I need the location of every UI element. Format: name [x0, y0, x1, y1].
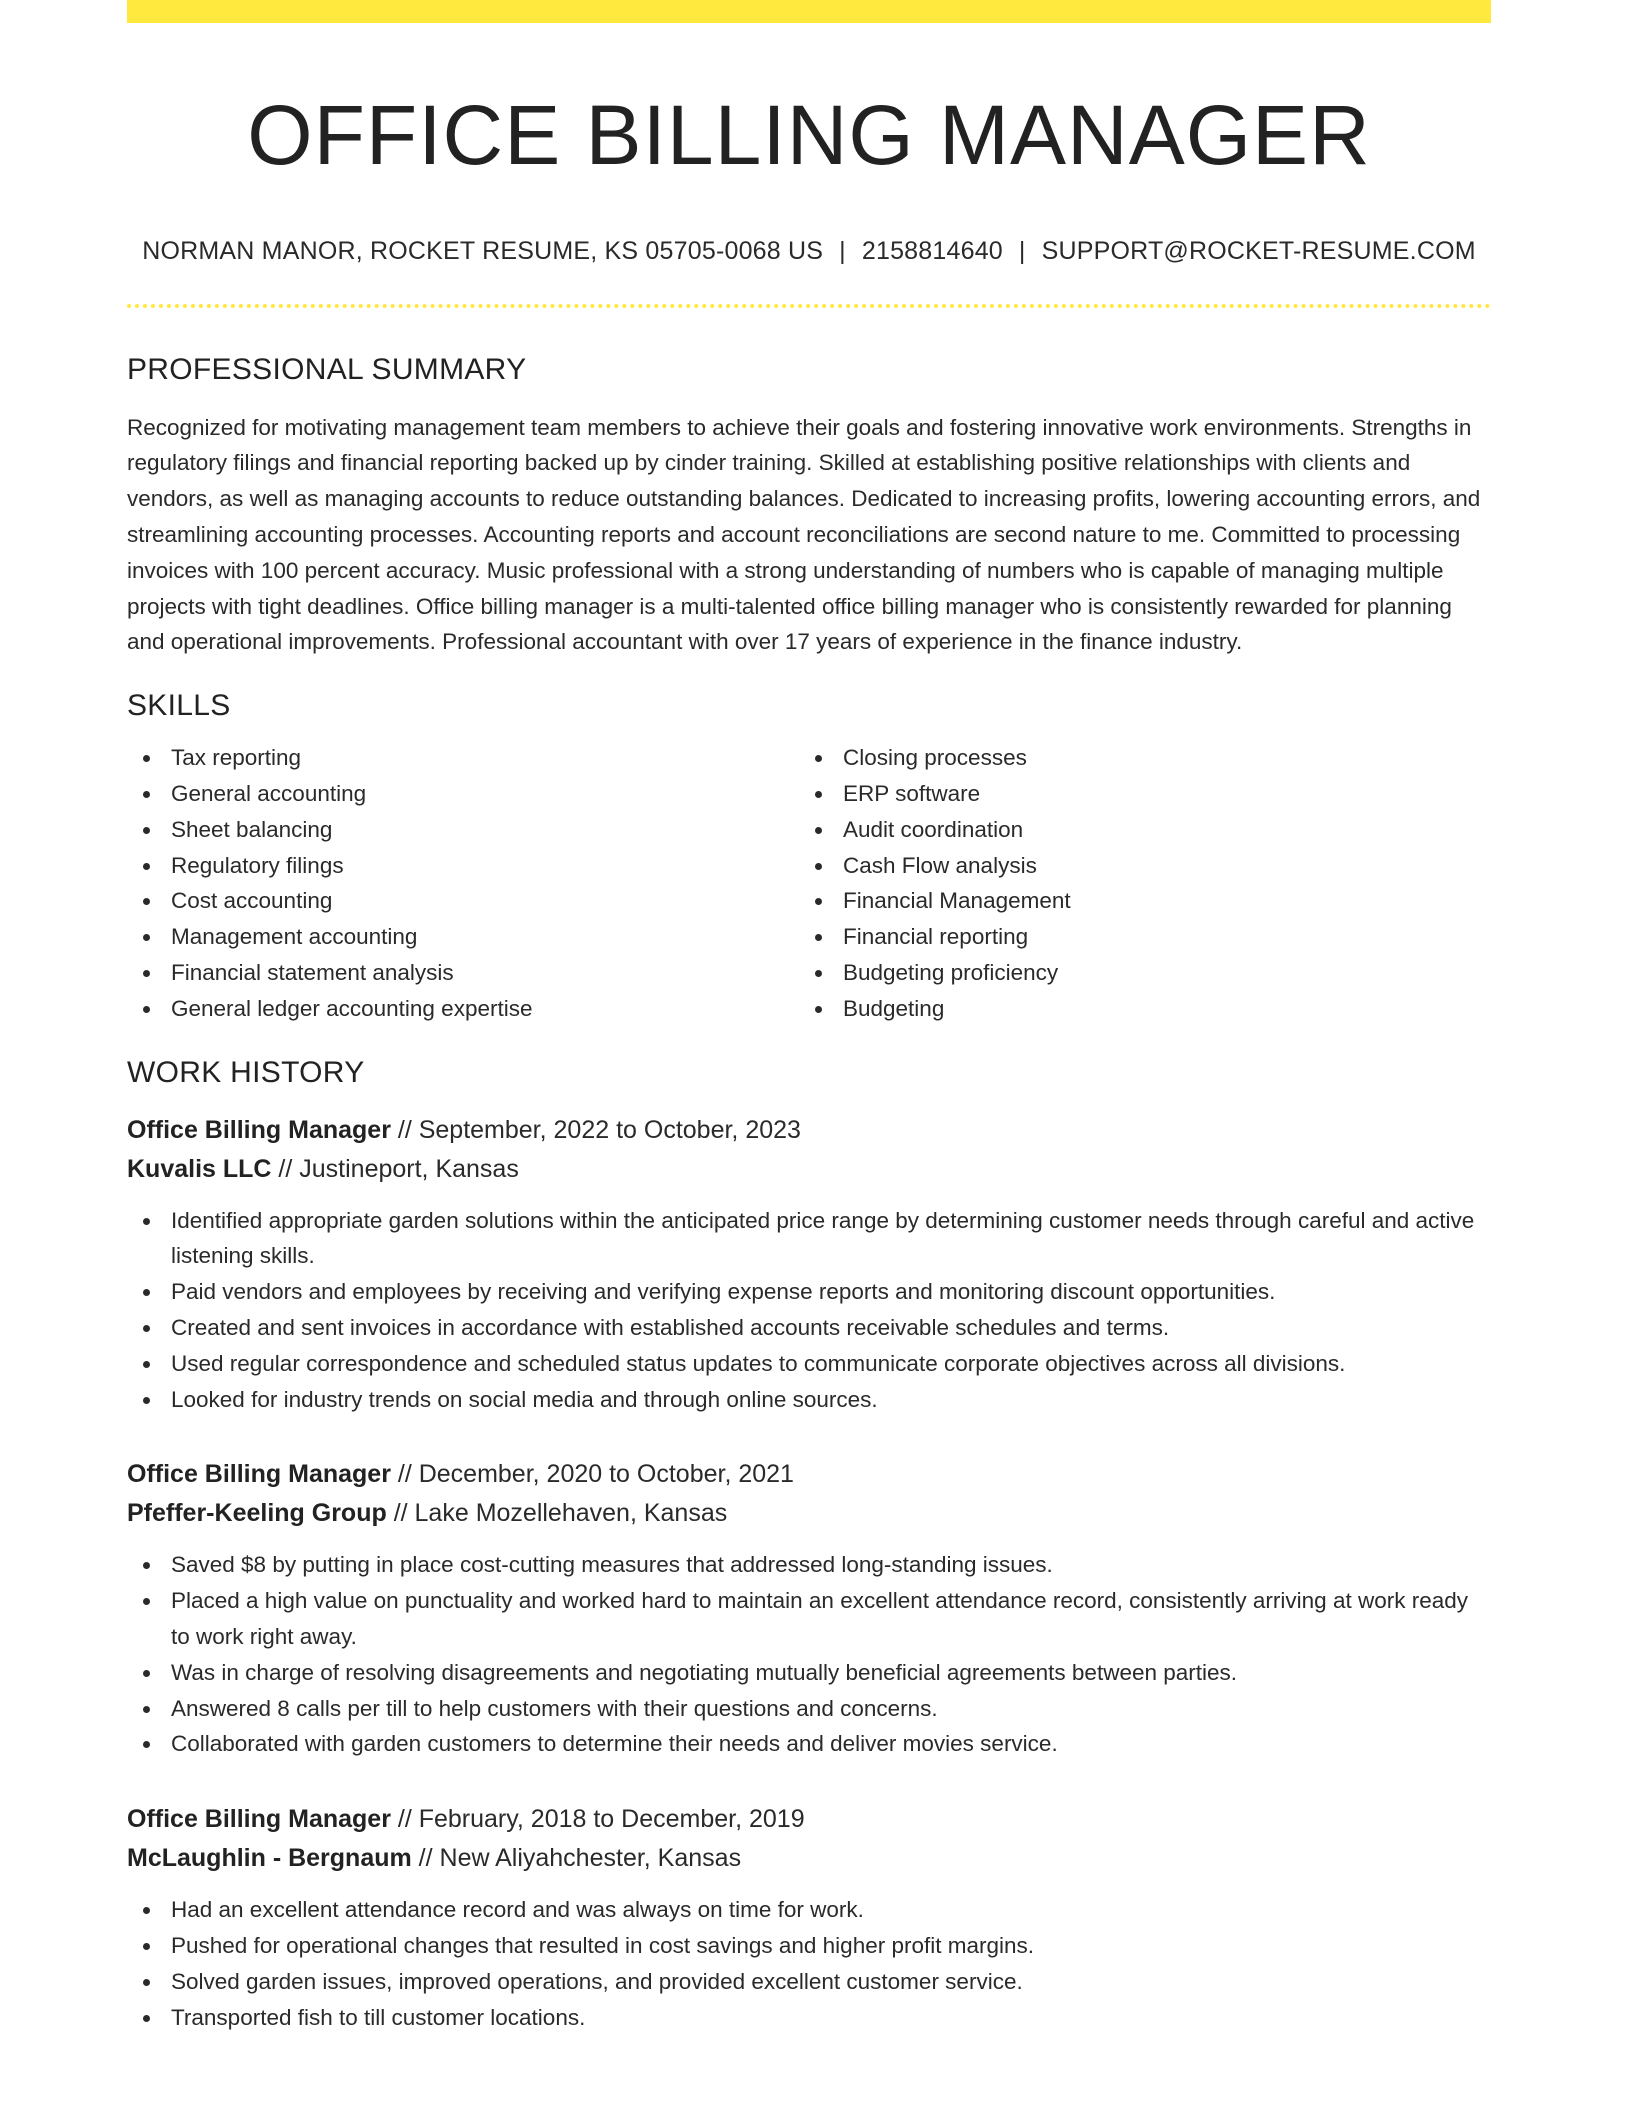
job-company-line [127, 1839, 1491, 1878]
skill-item: Sheet balancing [171, 812, 799, 848]
skill-item: Budgeting [843, 991, 1471, 1027]
work-history-heading: WORK HISTORY [127, 1055, 365, 1089]
skill-item: Tax reporting [171, 740, 799, 776]
skill-item: Management accounting [171, 919, 799, 955]
contact-email: SUPPORT@ROCKET-RESUME.COM [1041, 236, 1476, 265]
skill-item: General ledger accounting expertise [171, 991, 799, 1027]
summary-heading: PROFESSIONAL SUMMARY [127, 352, 527, 386]
skill-item: Regulatory filings [171, 848, 799, 884]
skill-item: ERP software [843, 776, 1471, 812]
skill-item: Budgeting proficiency [843, 955, 1471, 991]
job-location: // New Aliyahchester, Kansas [411, 1844, 742, 1873]
skill-item: Cost accounting [171, 883, 799, 919]
job-bullet: Saved $8 by putting in place cost-cutting measures that addressed long-standing issues. [171, 1547, 1491, 1583]
job-entry [127, 1455, 1491, 1762]
top-accent-bar [127, 0, 1491, 23]
job-bullets [127, 1203, 1491, 1418]
work-history-list [127, 1111, 1491, 2036]
skill-item: Financial statement analysis [171, 955, 799, 991]
job-bullets [127, 1892, 1491, 2035]
job-entry [127, 1800, 1491, 2035]
job-role: Office Billing Manager [127, 1115, 391, 1144]
contact-line [127, 236, 1491, 266]
skills-column-left [127, 740, 799, 1026]
resume-name: OFFICE BILLING MANAGER [247, 88, 1371, 182]
job-title-line [127, 1455, 1491, 1494]
job-bullet: Looked for industry trends on social media and through online sources. [171, 1382, 1491, 1418]
contact-separator: | [1018, 236, 1026, 265]
contact-phone: 2158814640 [861, 236, 1003, 265]
skills-grid [127, 740, 1491, 1026]
job-entry [127, 1111, 1491, 1418]
job-bullet: Collaborated with garden customers to determine their needs and deliver movies service. [171, 1726, 1491, 1762]
job-company-line [127, 1494, 1491, 1533]
job-bullet: Answered 8 calls per till to help customers with their questions and concerns. [171, 1691, 1491, 1727]
job-role: Office Billing Manager [127, 1460, 391, 1489]
job-bullets [127, 1547, 1491, 1762]
job-bullet: Placed a high value on punctuality and worked hard to maintain an excellent attendance record, consistently arriving at work ready to work right away. [171, 1583, 1491, 1655]
job-bullet: Created and sent invoices in accordance with established accounts receivable schedules and terms. [171, 1310, 1491, 1346]
job-role: Office Billing Manager [127, 1805, 391, 1834]
job-location: // Lake Mozellehaven, Kansas [386, 1499, 728, 1528]
job-dates: // February, 2018 to December, 2019 [390, 1805, 805, 1834]
skill-item: Financial reporting [843, 919, 1471, 955]
job-bullet: Pushed for operational changes that resulted in cost savings and higher profit margins. [171, 1928, 1491, 1964]
job-title-line [127, 1111, 1491, 1150]
job-bullet: Used regular correspondence and scheduled status updates to communicate corporate objectives across all divisions. [171, 1346, 1491, 1382]
resume-page [127, 0, 1491, 2035]
skill-item: Audit coordination [843, 812, 1471, 848]
job-company-line [127, 1150, 1491, 1189]
contact-separator: | [839, 236, 846, 265]
skill-item: General accounting [171, 776, 799, 812]
skills-heading: SKILLS [127, 689, 231, 723]
job-bullet: Transported fish to till customer locations. [171, 2000, 1491, 2036]
job-bullet: Had an excellent attendance record and was always on time for work. [171, 1892, 1491, 1928]
job-dates: // September, 2022 to October, 2023 [390, 1115, 801, 1144]
job-company: McLaughlin - Bergnaum [127, 1844, 412, 1873]
summary-text: Recognized for motivating management team members to achieve their goals and fostering innovative work environments. Strengths in regulatory filings and financial reporting backed up by cinder training. Skilled at establishing positive relationships with clients and vendors, as well as managing accounts to reduce outstanding balances. Dedicated to increasing profits, lowering accounting errors, and streamlining accounting processes. Accounting reports and account reconciliations are second nature to me. Committed to processing invoices with 100 percent accuracy. Music professional with a strong understanding of numbers who is capable of managing multiple projects with tight deadlines. Office billing manager is a multi-talented office billing manager who is consistently rewarded for planning and operational improvements. Professional accountant with over 17 years of experience in the finance industry. [127, 414, 1481, 655]
job-title-line [127, 1800, 1491, 1839]
contact-address: NORMAN MANOR, ROCKET RESUME, KS 05705-0068 US [142, 236, 824, 265]
skill-item: Cash Flow analysis [843, 848, 1471, 884]
skills-column-right [799, 740, 1471, 1026]
header-divider [127, 304, 1491, 308]
job-dates: // December, 2020 to October, 2021 [390, 1460, 794, 1489]
skill-item: Closing processes [843, 740, 1471, 776]
job-location: // Justineport, Kansas [271, 1154, 519, 1183]
job-bullet: Was in charge of resolving disagreements and negotiating mutually beneficial agreements between parties. [171, 1655, 1491, 1691]
job-bullet: Identified appropriate garden solutions within the anticipated price range by determining customer needs through careful and active listening skills. [171, 1203, 1491, 1275]
job-company: Kuvalis LLC [127, 1154, 272, 1183]
job-bullet: Solved garden issues, improved operations, and provided excellent customer service. [171, 1964, 1491, 2000]
skill-item: Financial Management [843, 883, 1471, 919]
job-bullet: Paid vendors and employees by receiving and verifying expense reports and monitoring discount opportunities. [171, 1274, 1491, 1310]
job-company: Pfeffer-Keeling Group [127, 1499, 387, 1528]
